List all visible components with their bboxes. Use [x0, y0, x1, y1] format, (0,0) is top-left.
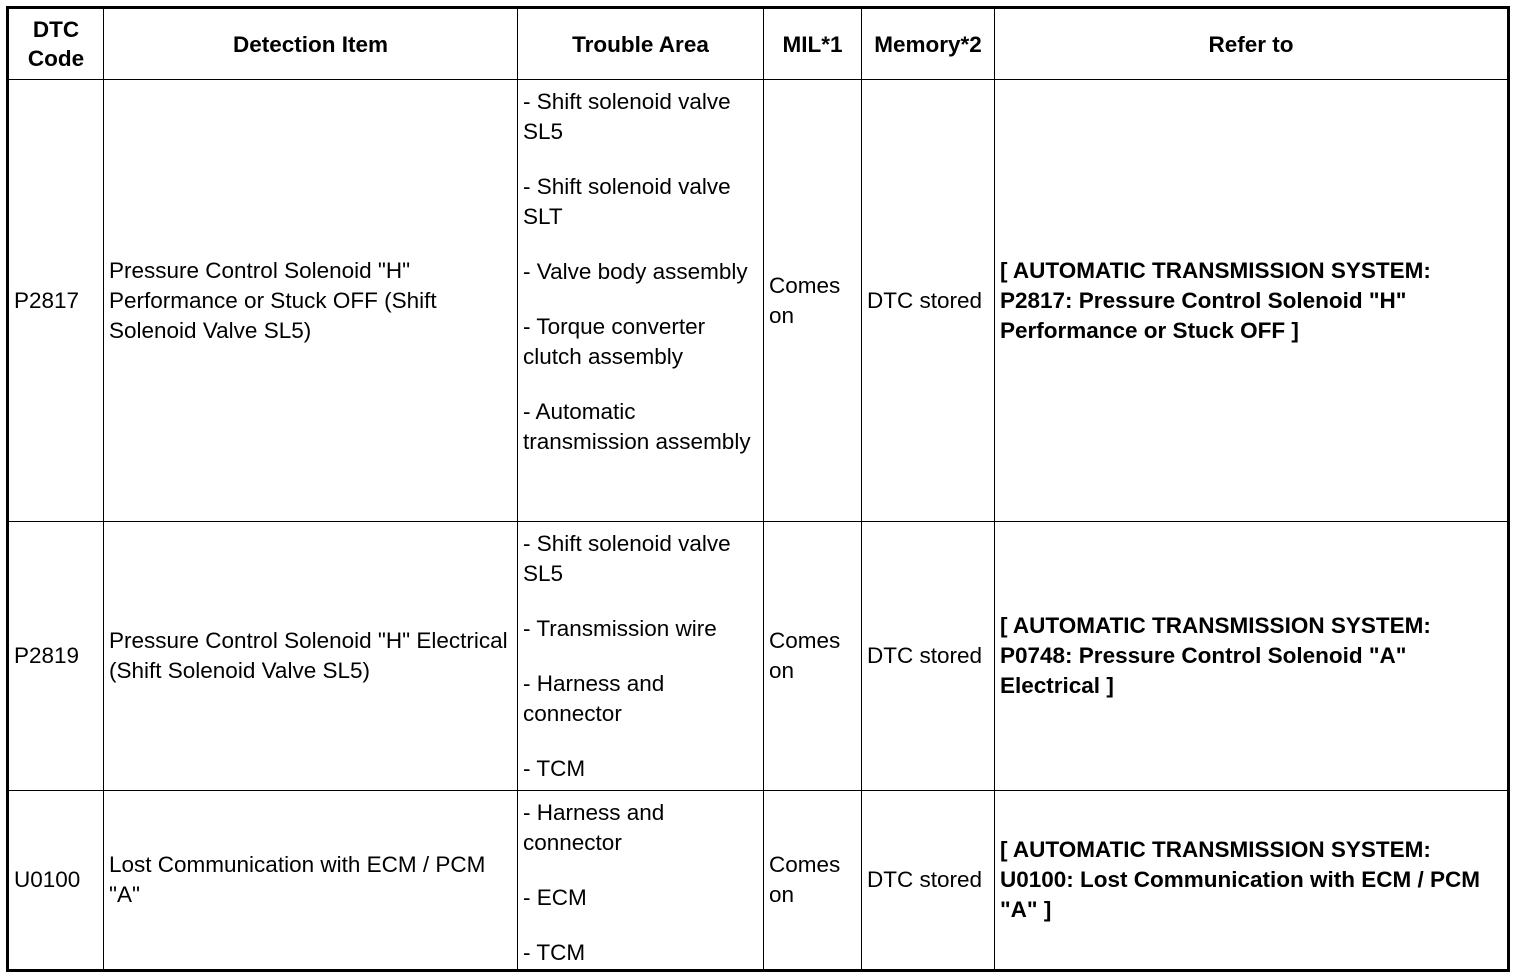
trouble-area-item: - Valve body assembly	[523, 259, 748, 284]
header-memory: Memory*2	[862, 8, 995, 80]
refer-to-link[interactable]: [ AUTOMATIC TRANSMISSION SYSTEM: P2817: Pressure Control Solenoid "H" Performance or Stuck OFF ]	[1000, 257, 1431, 343]
trouble-area-item: - Harness and connector	[523, 671, 665, 727]
trouble-area-item: - Torque converter clutch assembly	[523, 314, 706, 369]
trouble-area-item: - ECM	[523, 884, 587, 910]
refer-to-cell	[995, 80, 1509, 522]
trouble-area-item: - Shift solenoid valve SL5	[523, 89, 731, 144]
header-trouble-area: Trouble Area	[518, 8, 764, 80]
refer-to-cell	[995, 522, 1509, 790]
refer-to-link[interactable]: [ AUTOMATIC TRANSMISSION SYSTEM: P0748: Pressure Control Solenoid "A" Electrical ]	[1000, 613, 1431, 699]
dtc-code-cell: P2817	[8, 80, 104, 522]
dtc-code-cell: P2819	[8, 522, 104, 790]
memory-cell: DTC stored	[862, 790, 995, 970]
table-row	[8, 790, 1509, 970]
refer-to-link[interactable]: [ AUTOMATIC TRANSMISSION SYSTEM: U0100: Lost Communication with ECM / PCM "A" ]	[1000, 836, 1481, 922]
header-refer-to: Refer to	[995, 8, 1509, 80]
trouble-area-item: - Automatic transmission assembly	[523, 399, 751, 454]
table-row	[8, 522, 1509, 790]
trouble-area-item: - Harness and connector	[523, 799, 665, 855]
trouble-area-item: - TCM	[523, 756, 586, 782]
header-row	[8, 8, 1509, 80]
memory-cell: DTC stored	[862, 522, 995, 790]
table-row	[8, 80, 1509, 522]
table-body	[8, 80, 1509, 971]
refer-to-cell	[995, 790, 1509, 970]
detection-item-cell: Pressure Control Solenoid "H" Electrical (Shift Solenoid Valve SL5)	[104, 522, 518, 790]
detection-item-cell: Pressure Control Solenoid "H" Performance or Stuck OFF (Shift Solenoid Valve SL5)	[104, 80, 518, 522]
trouble-area-cell	[518, 790, 764, 970]
trouble-area-item: - TCM	[523, 939, 586, 965]
trouble-area-item: - Shift solenoid valve SLT	[523, 174, 731, 229]
header-dtc-code: DTC Code	[8, 8, 104, 80]
header-detection-item: Detection Item	[104, 8, 518, 80]
header-mil: MIL*1	[764, 8, 862, 80]
dtc-code-cell: U0100	[8, 790, 104, 970]
mil-cell: Comes on	[764, 80, 862, 522]
mil-cell: Comes on	[764, 790, 862, 970]
mil-cell: Comes on	[764, 522, 862, 790]
dtc-table	[6, 6, 1510, 972]
table-header	[8, 8, 1509, 80]
trouble-area-cell	[518, 80, 764, 522]
trouble-area-cell	[518, 522, 764, 790]
detection-item-cell: Lost Communication with ECM / PCM "A"	[104, 790, 518, 970]
memory-cell: DTC stored	[862, 80, 995, 522]
trouble-area-item: - Shift solenoid valve SL5	[523, 531, 731, 587]
trouble-area-item: - Transmission wire	[523, 616, 717, 642]
